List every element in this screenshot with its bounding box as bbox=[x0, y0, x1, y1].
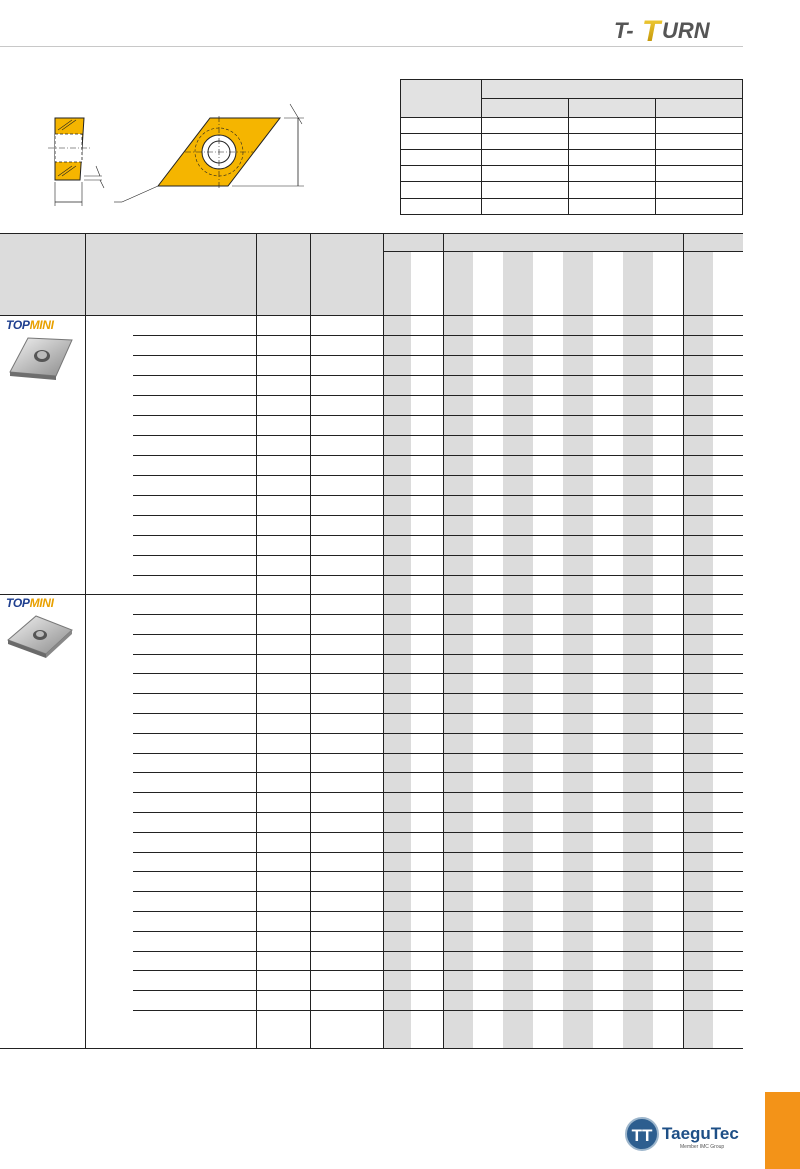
dim-row bbox=[401, 182, 743, 198]
column-divider bbox=[85, 233, 86, 1048]
table-row-line bbox=[133, 455, 743, 456]
table-row-line bbox=[133, 673, 743, 674]
header-block bbox=[0, 251, 383, 315]
section-divider bbox=[0, 594, 743, 595]
grade-column-stripe bbox=[683, 251, 713, 1049]
topmini-badge-1: TOPMINI bbox=[6, 318, 54, 332]
table-row-line bbox=[133, 891, 743, 892]
dim-header-cell bbox=[482, 80, 743, 99]
logo-text-mid: T bbox=[642, 15, 661, 44]
top-view-drawing bbox=[114, 104, 304, 202]
table-row-line bbox=[133, 812, 743, 813]
logo-text-right: URN bbox=[662, 18, 710, 43]
header-divider bbox=[0, 46, 743, 47]
taegutec-logo bbox=[625, 1113, 743, 1155]
table-row-line bbox=[133, 753, 743, 754]
company-group: Member IMC Group bbox=[680, 1144, 725, 1150]
t-turn-logo bbox=[612, 12, 744, 44]
table-row-line bbox=[133, 614, 743, 615]
table-row-line bbox=[133, 970, 743, 971]
dim-header-cell bbox=[482, 98, 569, 117]
dim-header-cell bbox=[656, 98, 743, 117]
dim-header-cell bbox=[401, 80, 482, 118]
table-row-line bbox=[133, 395, 743, 396]
table-row-line bbox=[133, 911, 743, 912]
table-row-line bbox=[133, 555, 743, 556]
grade-column-stripe bbox=[623, 251, 653, 1049]
side-view-drawing bbox=[48, 118, 104, 206]
table-row-line bbox=[133, 733, 743, 734]
section-tab bbox=[765, 1092, 800, 1169]
table-row-line bbox=[133, 355, 743, 356]
table-row-line bbox=[133, 634, 743, 635]
table-row-line bbox=[133, 495, 743, 496]
grade-column-stripe bbox=[503, 251, 533, 1049]
table-row-line bbox=[133, 951, 743, 952]
dim-row bbox=[401, 117, 743, 133]
table-row-line bbox=[133, 792, 743, 793]
grade-column-stripe bbox=[443, 251, 473, 1049]
product-1-block bbox=[6, 318, 82, 384]
dim-row bbox=[401, 198, 743, 214]
table-row-line bbox=[133, 852, 743, 853]
table-row-line bbox=[133, 772, 743, 773]
table-row-line bbox=[133, 654, 743, 655]
dim-row bbox=[401, 166, 743, 182]
company-name: TaeguTec bbox=[662, 1124, 739, 1143]
table-row-line bbox=[133, 435, 743, 436]
header-band bbox=[0, 233, 743, 251]
dimension-table bbox=[400, 79, 743, 215]
product-2-block bbox=[6, 596, 82, 662]
insert-diagram bbox=[40, 90, 370, 215]
topmini-badge-2: TOPMINI bbox=[6, 596, 54, 610]
table-row-line bbox=[133, 1010, 743, 1011]
table-row-line bbox=[133, 713, 743, 714]
dim-row bbox=[401, 150, 743, 166]
table-row-line bbox=[133, 335, 743, 336]
dim-row bbox=[401, 133, 743, 149]
table-row-line bbox=[133, 415, 743, 416]
table-row-line bbox=[133, 535, 743, 536]
table-row-line bbox=[133, 475, 743, 476]
table-row-line bbox=[133, 575, 743, 576]
table-top-border bbox=[0, 233, 743, 234]
table-bottom-border bbox=[0, 1048, 743, 1049]
header-bottom-border bbox=[0, 315, 743, 316]
table-row-line bbox=[133, 990, 743, 991]
table-row-line bbox=[133, 515, 743, 516]
grade-column-stripe bbox=[383, 251, 411, 1049]
table-row-line bbox=[133, 832, 743, 833]
table-row-line bbox=[133, 375, 743, 376]
logo-monogram: TT bbox=[631, 1126, 653, 1145]
insert-photo-2 bbox=[6, 610, 76, 660]
product-grade-table bbox=[0, 233, 743, 1049]
table-row-line bbox=[133, 693, 743, 694]
dim-header-cell bbox=[569, 98, 656, 117]
table-row-line bbox=[133, 931, 743, 932]
header-subline bbox=[383, 251, 743, 252]
insert-photo-1 bbox=[6, 332, 76, 380]
logo-text-left: T- bbox=[614, 18, 634, 43]
grade-column-stripe bbox=[563, 251, 593, 1049]
table-row-line bbox=[133, 871, 743, 872]
